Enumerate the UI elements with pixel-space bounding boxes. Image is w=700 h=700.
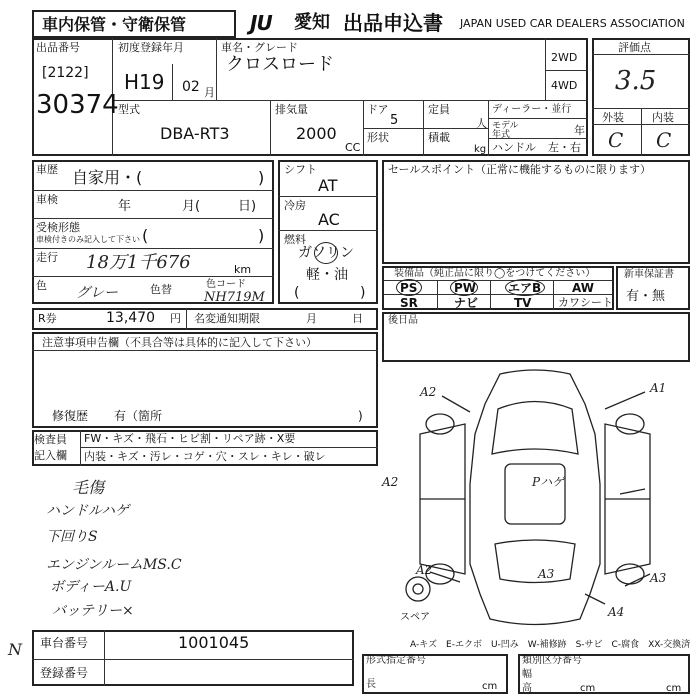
doors-label: ドア [367,103,389,116]
capacity-label: 定員 [428,103,450,116]
height-label: 高 [522,683,532,694]
mark-front-left: A2 [420,385,437,399]
equip-sr: SR [400,296,418,310]
inspection-label: 車検 [36,193,58,206]
damage-legend: A-キズ E-エクボ U-凹み W-補修跡 S-サビ C-腐食 XX-交換済 [410,640,691,650]
receipt-close: ) [258,226,265,245]
history-label: 車歴 [36,163,58,176]
history-close: ) [258,168,265,187]
fuel-diesel: 軽・油 [306,267,348,283]
receipt-label: 受検形態 [36,221,80,234]
handwritten-note-4: エンジンルームMS.C [46,557,182,573]
handle-label: ハンドル [492,141,536,154]
equip-leather: カワシート [558,296,613,309]
registration-month-unit: 月 [204,86,215,99]
drive-4wd: 4WD [551,79,578,92]
class-number-label: 類別区分番号 [522,655,582,666]
recycle-value: 13,470 [106,310,155,326]
mark-rear-right: A3 [650,571,667,585]
receipt-note: 車検付きのみ記入して下さい [36,235,140,244]
storage-label-box [32,10,236,38]
fuel-options: ガソリン [298,245,354,261]
pw-circle-mark [450,279,478,296]
color-code-label: 色コード [206,279,246,290]
side-mark: N [8,640,22,659]
width-label: 幅 [522,669,532,680]
load-unit: kg [474,144,487,155]
mark-rear-bumper: A4 [608,605,625,619]
length-unit: cm [482,681,498,692]
inspection-month: 月( [182,199,201,214]
mileage-unit: km [234,263,252,276]
doors-value: 5 [390,113,399,128]
association-name: JAPAN USED CAR DEALERS ASSOCIATION [460,17,685,30]
interior-label: 内装 [652,111,674,124]
inspection-year: 年 [118,199,132,214]
inspector-row-2: 内装・キズ・汚レ・コゲ・穴・スレ・キレ・破レ [84,450,326,463]
shape-label: 形状 [367,131,389,144]
inspector-label-1: 検査員 [34,433,67,446]
ju-logo-text: JU [250,11,272,35]
shift-label: シフト [284,163,317,176]
color-change-label: 色替 [150,283,172,296]
registration-year: H19 [124,70,165,94]
mark-rear-left: A2 [416,563,433,577]
spare-label: スペア [400,612,430,623]
handwritten-note-3: 下回りS [46,529,98,545]
deadline-day: 日 [352,312,363,325]
fuel-label: 燃料 [284,233,306,246]
interior-grade: C [656,128,672,152]
color-code: NH719M [204,290,265,305]
handwritten-note-1: 毛傷 [72,478,105,497]
fuel-circle-mark [314,242,338,264]
lot-label: 出品番号 [36,41,80,54]
receipt-open: ( [142,226,149,245]
model-value: DBA-RT3 [160,124,230,143]
height-unit: cm [666,683,682,694]
inspector-label-2: 記入欄 [34,449,67,462]
rating-label: 評価点 [618,41,651,54]
org-name: 愛知 [294,12,330,33]
ac-value: AC [318,210,340,229]
color-label: 色 [36,279,47,292]
load-label: 積載 [428,131,450,144]
equip-ps: PS [400,281,418,295]
equip-airbag: エアB [508,281,542,295]
lot-sub-number: [2122] [42,65,89,81]
displacement-value: 2000 [296,124,337,143]
sales-point-label: セールスポイント（正常に機能するものに限ります） [388,163,652,176]
storage-label: 車内保管・守衛保管 [42,15,187,34]
mileage-value: 18万1千676 [86,252,191,273]
mark-front-right: A1 [650,381,667,395]
equip-navi: ナビ [454,296,479,310]
form-number-label: 形式指定番号 [366,655,426,666]
recycle-unit: 円 [170,312,181,325]
color-value: グレー [76,285,118,301]
inspection-day: 日) [238,199,257,214]
mark-rear-center: A3 [538,567,555,581]
rear-date-label: 後日品 [388,315,418,326]
width-unit: cm [580,683,596,694]
chassis-value: 1001045 [178,633,250,652]
inspector-row-1: FW・キズ・飛石・ヒビ割・リペア跡・X要 [84,432,296,445]
fuel-other-open: ( [294,285,300,301]
exterior-grade: C [608,128,624,152]
guarantee-options: 有・無 [626,289,666,304]
equip-pw: PW [454,281,477,295]
mark-left-side: A2 [382,475,399,489]
rear-date-box [382,312,690,362]
handwritten-note-6: バッテリー× [52,603,134,619]
ps-circle-mark [396,279,422,296]
equipment-label: 装備品（純正品に限り◯をつけてください） [394,268,596,279]
displacement-unit: CC [345,141,361,154]
car-damage-diagram [380,364,690,636]
length-label: 長 [366,679,376,690]
repair-label: 修復歴 [52,409,89,423]
shift-value: AT [318,176,338,195]
roof-note: Pハゲ [532,475,565,489]
displacement-label: 排気量 [275,103,308,116]
handwritten-note-2: ハンドルハゲ [46,503,130,519]
ac-label: 冷房 [284,199,306,212]
handwritten-note-5: ボディーA.U [50,579,132,595]
repair-close: ) [358,409,363,423]
model-label: 型式 [118,103,140,116]
equip-aw: AW [572,281,594,295]
fuel-other-close: ) [360,285,366,301]
registration-label: 初度登録年月 [118,41,184,54]
vehicle-name: クロスロード [226,54,334,75]
capacity-unit: 人 [476,117,487,130]
form-title: 出品申込書 [343,11,443,35]
mileage-label: 走行 [36,251,58,264]
year-unit: 年 [574,124,585,137]
history-value: 自家用・( [72,168,143,187]
exterior-label: 外装 [602,111,624,124]
chassis-label: 車台番号 [40,636,89,650]
rating-score: 3.5 [615,66,657,96]
airbag-circle-mark [505,279,545,296]
deadline-month: 月 [306,312,317,325]
vehicle-name-label: 車名・グレード [221,41,298,54]
ju-logo [248,10,292,36]
handle-options: 左・右 [548,141,581,154]
recycle-label: R券 [38,312,57,325]
plate-label: 登録番号 [40,666,89,680]
equip-tv: TV [514,296,532,310]
guarantee-label: 新車保証書 [624,269,674,280]
dealer-label: ディーラー・並行 [492,104,572,115]
registration-month: 02 [182,79,200,95]
drive-2wd: 2WD [551,51,578,64]
notes-label: 注意事項申告欄（不具合等は具体的に記入して下さい） [42,336,317,349]
deadline-label: 名変通知期限 [194,312,260,325]
repair-value: 有（箇所 [114,409,163,423]
lot-number: 30374 [36,90,119,120]
model-year-label: モデル年式 [492,121,519,140]
